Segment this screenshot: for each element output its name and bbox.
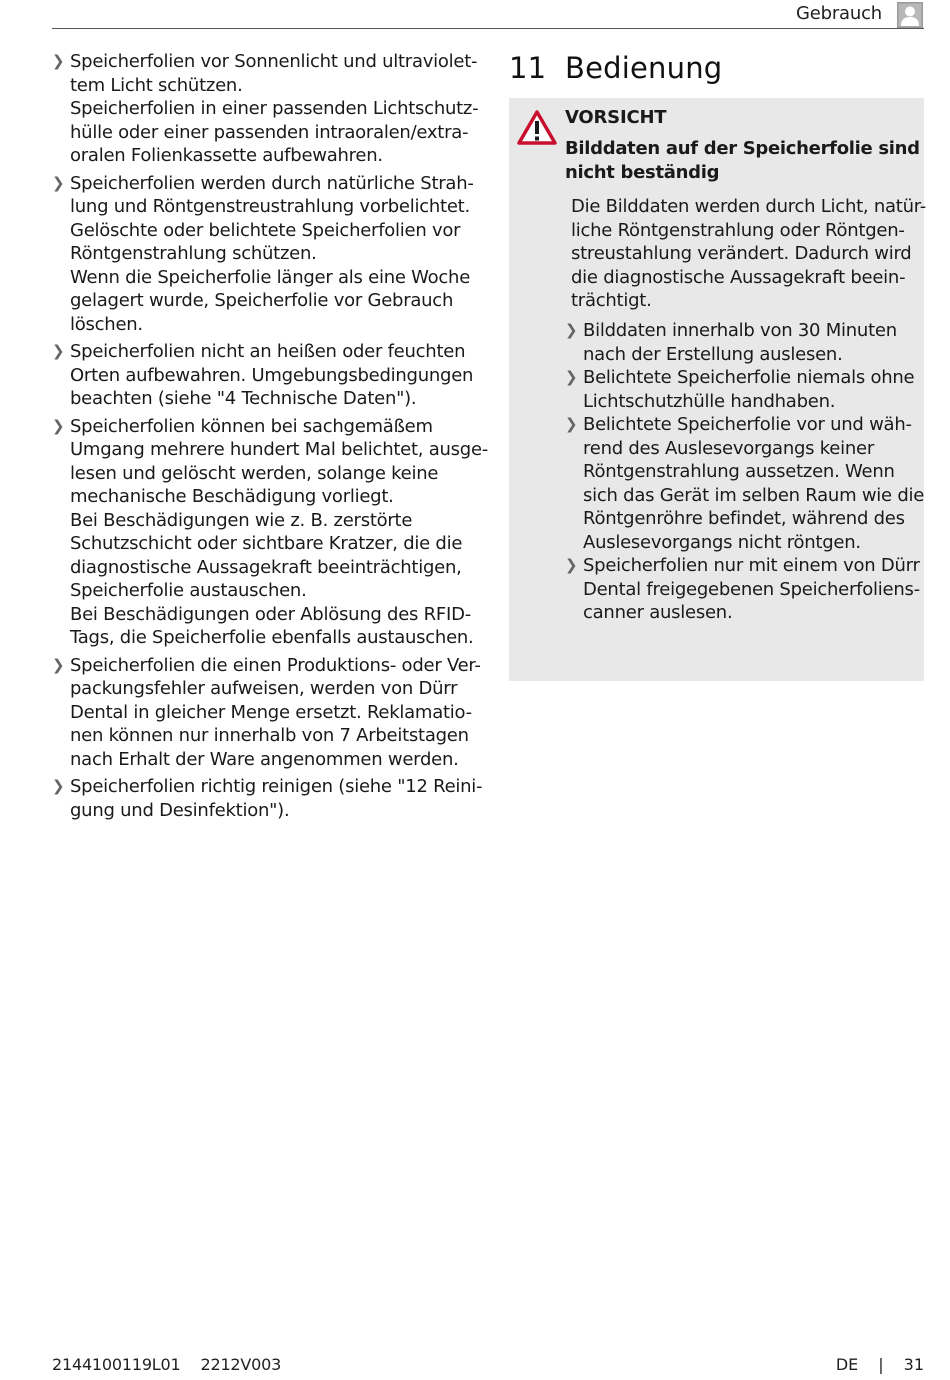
text-line: Speicherfolien nicht an heißen oder feuchten — [70, 341, 466, 362]
list-item — [52, 172, 472, 337]
text-line: Speicherfolien können bei sachgemäßem — [70, 415, 433, 437]
text-line: Belichtete Speicherfolie vor und wäh- — [583, 414, 912, 435]
text-line: sich das Gerät im selben Raum wie die — [583, 484, 925, 506]
header-rule — [52, 28, 924, 29]
text-line: packungsfehler aufweisen, werden von Dürr — [70, 678, 458, 699]
list-item — [565, 366, 920, 413]
text-line: lung und Röntgenstreustrahlung vorbelichtet. — [70, 196, 470, 217]
text-line: Gelöschte oder belichtete Speicherfolien vor — [70, 219, 461, 241]
text-line: Schutzschicht oder sichtbare Kratzer, die die — [70, 533, 463, 554]
list-item — [565, 319, 920, 366]
chevron-right-icon: ❯ — [52, 173, 65, 192]
text-line: Lichtschutzhülle handhaben. — [583, 390, 836, 412]
text-line: nicht beständig — [565, 162, 720, 183]
text-line: liche Röntgenstrahlung oder Röntgen- — [571, 219, 905, 241]
footer-left — [52, 1355, 301, 1374]
warning-triangle-icon — [517, 110, 557, 146]
chevron-right-icon: ❯ — [52, 416, 65, 435]
chevron-right-icon: ❯ — [565, 368, 578, 386]
section-number: 11 — [509, 51, 547, 85]
person-icon — [897, 2, 923, 28]
list-item — [52, 654, 481, 772]
chevron-right-icon: ❯ — [565, 556, 578, 574]
warning-box — [509, 98, 927, 681]
warning-text — [571, 195, 926, 313]
text-line: tem Licht schützen. — [70, 74, 243, 96]
text-line: lesen und gelöscht werden, solange keine — [70, 462, 439, 484]
chevron-right-icon: ❯ — [52, 52, 65, 70]
text-line: Röntgenstrahlung schützen. — [70, 243, 317, 264]
language-code: DE — [835, 1355, 859, 1374]
section-title: Bedienung — [565, 51, 723, 85]
header-title: Gebrauch — [796, 3, 882, 24]
page-number: 31 — [903, 1355, 924, 1374]
text-line: Bei Beschädigungen oder Ablösung des RFID- — [70, 603, 471, 625]
chevron-right-icon: ❯ — [52, 342, 65, 360]
text-line: Die Bilddaten werden durch Licht, natür- — [571, 196, 927, 217]
text-line: canner auslesen. — [583, 602, 733, 623]
text-line: mechanische Beschädigung vorliegt. — [70, 486, 394, 507]
text-line: Bilddaten innerhalb von 30 Minuten — [583, 320, 897, 341]
text-line: streustahlung verändert. Dadurch wird — [571, 243, 912, 264]
right-column — [509, 50, 927, 623]
chevron-right-icon: ❯ — [565, 415, 578, 433]
text-line: nach der Erstellung auslesen. — [583, 343, 843, 365]
text-line: Auslesevorgangs nicht röntgen. — [583, 531, 861, 553]
text-line: Orten aufbewahren. Umgebungsbedingungen — [70, 364, 474, 386]
text-line: gelagert wurde, Speicherfolie vor Gebrauch — [70, 290, 454, 311]
list-item — [52, 775, 483, 822]
chevron-right-icon: ❯ — [565, 321, 578, 339]
list-item — [52, 415, 489, 650]
doc-number: 2144100119L01 — [52, 1355, 181, 1374]
text-line: nach Erhalt der Ware angenommen werden. — [70, 748, 459, 770]
text-line: Speicherfolien werden durch natürliche Strah- — [70, 172, 474, 194]
text-line: rend des Auslesevorgangs keiner — [583, 437, 874, 459]
list-item — [52, 50, 479, 168]
text-line: Röntgenstrahlung aussetzen. Wenn — [583, 461, 895, 482]
text-line: Speicherfolien richtig reinigen (siehe "12 Reini- — [70, 776, 483, 797]
text-line: oralen Folienkassette aufbewahren. — [70, 145, 383, 166]
warning-label: VORSICHT — [565, 107, 667, 128]
text-line: gung und Desinfektion"). — [70, 799, 290, 821]
section-heading — [509, 50, 924, 86]
text-line: Umgang mehrere hundert Mal belichtet, ausge- — [70, 439, 489, 460]
warning-heading — [565, 137, 920, 185]
doc-version: 2212V003 — [200, 1355, 282, 1374]
text-line: Bilddaten auf der Speicherfolie sind — [565, 138, 920, 159]
text-line: nen können nur innerhalb von 7 Arbeitstagen — [70, 725, 469, 746]
text-line: Dental freigegebenen Speicherfoliens- — [583, 578, 920, 600]
list-item — [52, 340, 472, 411]
text-line: Röntgenröhre befindet, während des — [583, 508, 905, 529]
text-line: Wenn die Speicherfolie länger als eine Woche — [70, 266, 471, 288]
text-line: Speicherfolien nur mit einem von Dürr — [583, 555, 920, 576]
text-line: diagnostische Aussagekraft beeinträchtigen, — [70, 556, 462, 578]
text-line: Belichtete Speicherfolie niemals ohne — [583, 367, 915, 388]
text-line: trächtigt. — [571, 290, 652, 311]
text-line: Speicherfolien vor Sonnenlicht und ultraviolet- — [70, 51, 478, 72]
text-line: Bei Beschädigungen wie z. B. zerstörte — [70, 509, 413, 531]
text-line: Speicherfolien in einer passenden Lichtschutz- — [70, 98, 479, 119]
text-line: Dental in gleicher Menge ersetzt. Reklamatio- — [70, 701, 472, 723]
left-column — [52, 50, 489, 826]
list-item — [565, 413, 925, 554]
text-line: Speicherfolien die einen Produktions- oder Ver- — [70, 654, 481, 676]
footer-separator: | — [878, 1355, 884, 1374]
footer-right — [836, 1355, 924, 1374]
chevron-right-icon: ❯ — [52, 655, 65, 674]
warning-list — [565, 319, 925, 625]
text-line: hülle oder einer passenden intraoralen/extra- — [70, 121, 469, 143]
text-line: Tags, die Speicherfolie ebenfalls austauschen. — [70, 627, 474, 648]
text-line: Speicherfolie austauschen. — [70, 580, 307, 601]
list-item — [565, 554, 920, 625]
text-line: löschen. — [70, 313, 143, 335]
text-line: beachten (siehe "4 Technische Daten"). — [70, 388, 417, 409]
chevron-right-icon: ❯ — [52, 777, 65, 795]
text-line: die diagnostische Aussagekraft beein- — [571, 266, 906, 288]
